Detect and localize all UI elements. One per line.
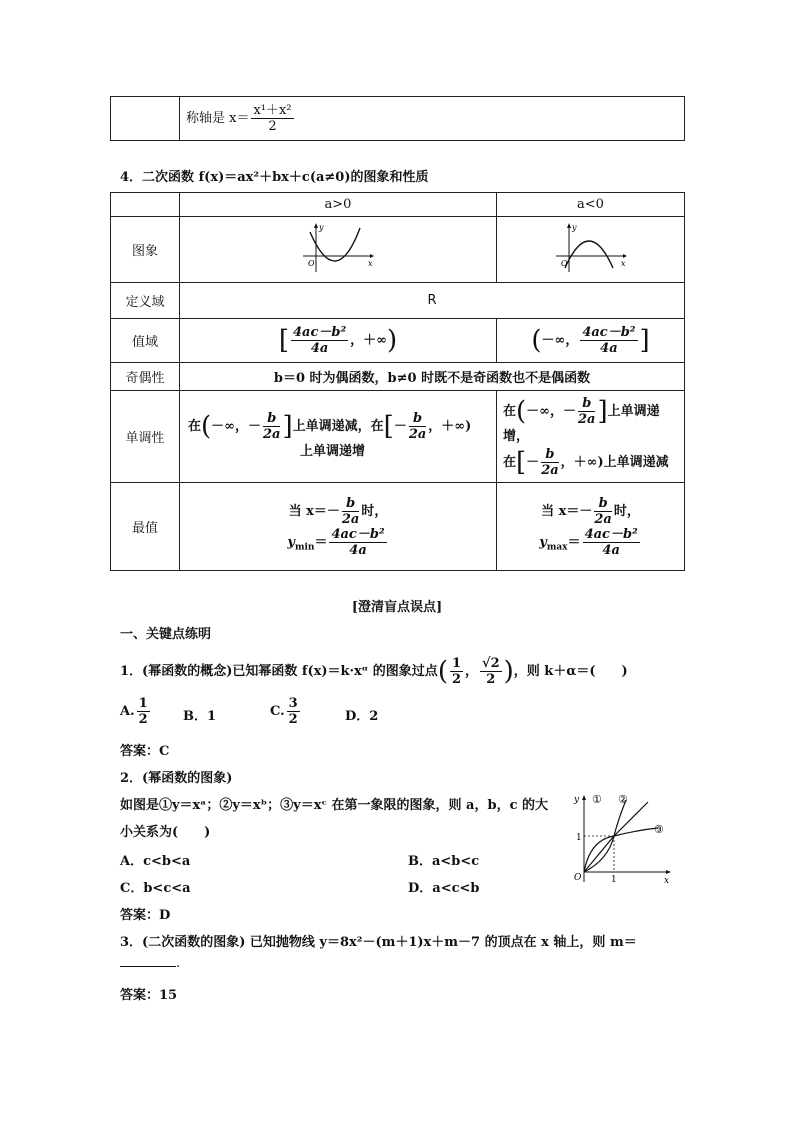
mono-neg-b2: b <box>541 447 558 463</box>
q1-px-num: 1 <box>451 656 462 671</box>
mono-pos-1: 在 <box>188 419 202 434</box>
fig-label-3: ③ <box>654 823 664 836</box>
q1-a-num: 1 <box>138 696 148 711</box>
q1-c-label: C. <box>270 704 285 719</box>
top-row-den: 2 <box>268 119 277 134</box>
ext-neg-den: 4a <box>602 542 620 558</box>
fig-label-2: ② <box>618 793 628 806</box>
header-empty <box>111 193 180 217</box>
ext-pos-b: b <box>342 496 359 512</box>
range-pos-tail: ，＋∞ <box>350 333 387 348</box>
part1-title: 一、关键点练明 <box>120 627 212 642</box>
fig-one-x: 1 <box>611 875 617 885</box>
row-label-mono: 单调性 <box>111 391 180 483</box>
mono-pos-2: －∞，－ <box>211 419 262 434</box>
q1-text: 1．(幂函数的概念)已知幂函数 f(x)＝k·xᵅ 的图象过点( $\frac{1}{2}$ ， $\frac{√2}{2}$ )，则 k＋α＝( ) <box>120 656 628 687</box>
power-function-figure <box>568 790 678 886</box>
ext-pos-when: 当 x＝－ <box>288 503 340 519</box>
ext-pos-y: y <box>287 534 295 550</box>
axis-o-label: O <box>308 258 315 268</box>
mono-neg-6: ，＋∞) <box>560 454 604 470</box>
ext-pos-2a: 2a <box>341 511 360 527</box>
mono-neg-b: b <box>578 396 595 412</box>
ext-neg-shi: 时， <box>613 503 640 519</box>
mono-neg-2a2: 2a <box>541 462 559 478</box>
ext-neg-when: 当 x＝－ <box>541 503 593 519</box>
section4-title: 4．二次函数 f(x)＝ax²＋bx＋c(a≠0)的图象和性质 <box>120 170 429 185</box>
axis-x-label: x <box>368 258 373 268</box>
mono-pos-2a2: 2a <box>408 427 427 442</box>
ext-pos-min: min <box>294 542 315 553</box>
q3-text: 3．(二次函数的图象) 已知抛物线 y＝8x²－(m＋1)x＋m－7 的顶点在 x 轴上，则 m＝ <box>120 935 637 950</box>
top-row-num: x¹＋x² <box>253 103 292 118</box>
q3-answer: 答案：15 <box>120 988 178 1003</box>
ext-pos-eq: ＝ <box>314 534 328 550</box>
parabola-down-graph <box>551 222 631 274</box>
q2-text2: 小关系为( ) <box>120 825 211 840</box>
q1-tail: ，则 k＋α＝( ) <box>513 664 628 679</box>
q1-a-label: A. <box>120 704 135 719</box>
q1-c-num: 3 <box>288 696 298 711</box>
mono-pos-6: 上单调递增 <box>300 444 366 459</box>
fig-one-y: 1 <box>576 833 582 843</box>
range-neg-head: －∞， <box>541 333 579 348</box>
mono-pos-5: ，＋∞) <box>428 419 472 434</box>
range-neg-num: 4ac－b² <box>582 325 636 340</box>
top-empty-cell <box>111 97 180 141</box>
header-a-pos: a>0 <box>180 193 497 217</box>
mono-pos-2a: 2a <box>263 427 281 442</box>
ext-neg-eq: ＝ <box>567 534 581 550</box>
mono-pos-4: － <box>393 419 407 434</box>
q1-stem: 1．(幂函数的概念)已知幂函数 f(x)＝k·xᵅ 的图象过点 <box>120 664 438 679</box>
axis-y-label-2: y <box>571 222 577 232</box>
q2-text1: 如图是①y＝xᵃ；②y＝xᵇ；③y＝xᶜ 在第一象限的图象，则 a，b，c 的大 <box>120 798 549 813</box>
mono-neg-4: 在 <box>503 454 517 470</box>
ext-neg-2a: 2a <box>594 511 612 527</box>
q1-option-d: D．2 <box>345 709 379 724</box>
q1-option-c <box>270 696 302 727</box>
ext-neg-max: max <box>546 542 568 553</box>
ext-pos-den: 4a <box>349 542 367 558</box>
range-pos-cell: [ $\frac{\text{4ac－b²}}{4a}$ ，＋∞) <box>180 319 497 363</box>
fig-y: y <box>574 795 580 805</box>
axis-x-label-2: x <box>620 258 626 268</box>
axis-o-label-2: O <box>560 258 568 268</box>
q1-c-den: 2 <box>288 712 298 727</box>
graph-neg-cell <box>497 217 685 283</box>
row-label-parity: 奇偶性 <box>111 363 180 391</box>
q2-option-b: B．a<b<c <box>408 854 480 869</box>
top-row-prefix: 称轴是 x＝ <box>186 111 250 126</box>
ext-neg-num: 4ac－b² <box>584 526 638 542</box>
q2-option-c: C．b<c<a <box>120 881 191 896</box>
mono-pos-3: 上单调递减，在 <box>292 419 384 434</box>
mono-neg-2: －∞，－ <box>526 403 577 419</box>
q1-py-den: 2 <box>486 672 496 687</box>
row-label-extreme: 最值 <box>111 483 180 571</box>
row-label-range: 值域 <box>111 319 180 363</box>
row-label-graph: 图象 <box>111 217 180 283</box>
mono-pos-cell: 在(－∞，－ $\frac{b}{2a}$ ]上单调递减，在[－ $\frac{b}{2a}$ ，＋∞) 上单调递增 <box>180 391 497 483</box>
q2-option-d: D．a<c<b <box>408 881 480 896</box>
mono-neg-3: 上单调递增， <box>503 403 660 444</box>
quadratic-table <box>110 192 685 571</box>
mono-neg-7: 上单调递减 <box>603 454 669 470</box>
fig-x: x <box>664 876 670 886</box>
q2-answer: 答案：D <box>120 908 171 923</box>
ext-neg-y: y <box>539 534 547 550</box>
mono-pos-b2: b <box>409 411 426 427</box>
q1-option-b: B．1 <box>183 709 217 724</box>
domain-value: R <box>180 283 685 319</box>
top-row-cell <box>180 97 685 141</box>
fig-label-1: ① <box>592 793 602 806</box>
parity-value: b＝0 时为偶函数，b≠0 时既不是奇函数也不是偶函数 <box>180 363 685 391</box>
q1-a-den: 2 <box>138 712 148 727</box>
header-a-neg: a<0 <box>497 193 685 217</box>
extreme-pos-cell <box>180 483 497 571</box>
range-neg-den: 4a <box>600 341 618 356</box>
range-pos-den: 4a <box>310 341 329 356</box>
q2-option-a: A．c<b<a <box>120 854 191 869</box>
section-header: [澄清盲点误点] <box>351 600 443 615</box>
mono-neg-5: － <box>526 454 540 470</box>
axis-y-label: y <box>319 222 324 232</box>
top-row-frac <box>251 103 293 134</box>
fig-o: O <box>574 873 582 883</box>
mono-pos-b: b <box>263 411 280 427</box>
mono-neg-1: 在 <box>503 403 517 419</box>
ext-pos-num: 4ac－b² <box>331 526 385 542</box>
range-pos-num: 4ac－b² <box>292 325 347 340</box>
q1-px-den: 2 <box>451 672 462 687</box>
q1-answer: 答案：C <box>120 744 170 759</box>
top-table <box>110 96 685 141</box>
q2-title: 2．(幂函数的图象) <box>120 771 233 786</box>
graph-pos-cell <box>180 217 497 283</box>
q1-option-a <box>120 696 152 727</box>
row-label-domain: 定义域 <box>111 283 180 319</box>
mono-neg-2a: 2a <box>578 411 596 427</box>
q3-blank: . <box>120 956 180 971</box>
range-neg-cell: (－∞， $\frac{\text{4ac－b²}}{4a}$ ] <box>497 319 685 363</box>
extreme-neg-cell <box>497 483 685 571</box>
ext-neg-b: b <box>594 496 611 512</box>
ext-pos-shi: 时， <box>361 503 388 519</box>
parabola-up-graph <box>298 222 378 274</box>
mono-neg-cell: 在(－∞，－ $\frac{b}{2a}$ ]上单调递增， 在[－ $\frac{b}{2a}$ ，＋∞)上单调递减 <box>497 391 685 483</box>
q1-py-num: √2 <box>482 656 500 671</box>
